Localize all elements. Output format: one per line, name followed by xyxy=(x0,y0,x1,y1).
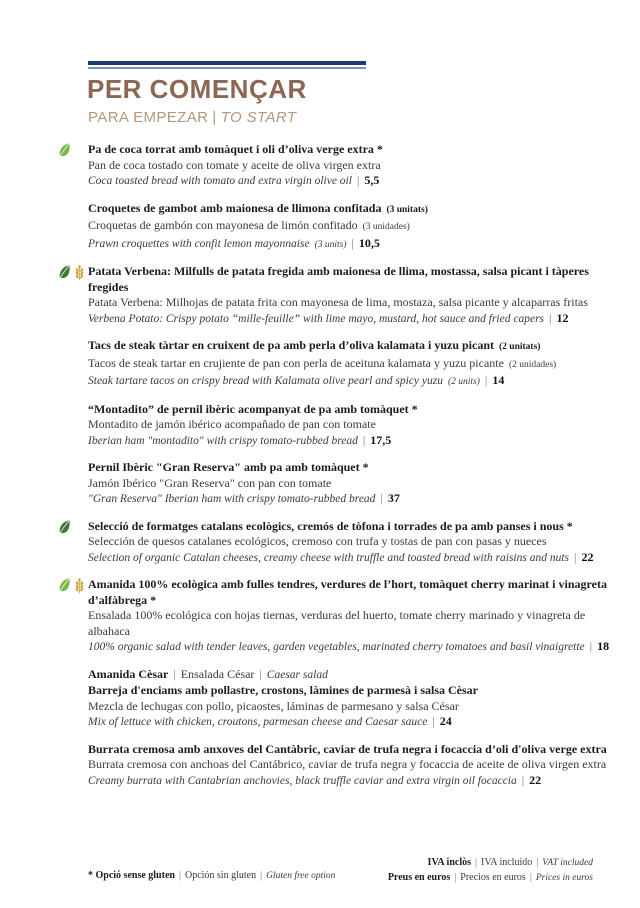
separator: | xyxy=(362,432,366,447)
item-price: 12 xyxy=(556,310,569,325)
item-line xyxy=(88,608,618,639)
item-text: Coca toasted bread with tomato and extra virgin olive oil xyxy=(88,175,352,187)
divider-thick-line xyxy=(88,61,366,65)
item-price: 22 xyxy=(581,549,594,564)
footer-text: IVA incluido xyxy=(481,857,533,868)
item-price: 10,5 xyxy=(358,235,380,250)
separator: | xyxy=(574,549,577,564)
separator: | xyxy=(536,857,539,868)
item-text: Burrata cremosa con anchoas del Cantábrico, caviar de trufa negra y focaccia de aceite de oliva virgen extra xyxy=(88,757,607,771)
separator: | xyxy=(259,666,262,681)
menu-item xyxy=(88,460,618,508)
separator: | xyxy=(589,639,593,653)
item-line xyxy=(88,373,618,391)
item-text: Pa de coca torrat amb tomàquet i oli d’oliva verge extra * xyxy=(88,142,383,156)
footer-text: Preus en euros xyxy=(387,871,451,883)
item-text: Patata Verbena: Milhojas de patata frita con mayonesa de lima, mostaza, salsa picante y alcaparras fritas xyxy=(88,295,588,309)
item-line xyxy=(88,742,618,758)
footer-text: Opción sin gluten xyxy=(184,870,257,881)
menu-item-list xyxy=(88,142,618,800)
wheat-icon xyxy=(74,578,85,594)
item-line xyxy=(88,667,618,684)
menu-item xyxy=(88,402,618,450)
item-line xyxy=(88,534,618,550)
separator: | xyxy=(356,173,360,187)
page-subtitle xyxy=(88,109,296,126)
separator: | xyxy=(173,666,176,681)
footer-text: IVA inclòs xyxy=(427,857,471,868)
menu-item xyxy=(88,519,618,567)
separator: | xyxy=(454,871,457,883)
item-line xyxy=(88,773,618,790)
item-text: Selection of organic Catalan cheeses, creamy cheese with truffle and toasted bread with raisins and nuts xyxy=(88,551,570,564)
item-text: Amanida 100% ecològica amb fulles tendres, verdures de l’hort, tomàquet cherry marinat i vinagreta d’alfàbrega * xyxy=(88,577,607,607)
footer-text: Precios en euros xyxy=(460,871,526,883)
dietary-icons xyxy=(57,265,85,281)
menu-item xyxy=(88,142,618,190)
item-text: "Gran Reserva" Iberian ham with crispy tomato-rubbed bread xyxy=(88,493,376,505)
item-text: Amanida Cèsar xyxy=(88,666,169,681)
item-line xyxy=(88,699,618,715)
item-line xyxy=(88,491,618,508)
item-text: (3 unidades) xyxy=(362,222,410,232)
menu-item xyxy=(88,264,618,327)
item-line xyxy=(88,577,618,608)
item-line xyxy=(88,218,618,236)
dietary-icons xyxy=(57,578,85,594)
item-text: Prawn croquettes with confit lemon mayonnaise xyxy=(88,237,310,250)
item-line xyxy=(88,173,618,190)
item-text: Pan de coca tostado con tomate y aceite de oliva virgen extra xyxy=(88,157,381,172)
item-text: Mix of lettuce with chicken, croutons, parmesan cheese and Caesar sauce xyxy=(88,716,428,728)
item-line xyxy=(88,295,618,311)
menu-item xyxy=(88,338,618,391)
item-price: 17,5 xyxy=(370,432,392,447)
footer-text: Prices in euros xyxy=(535,872,593,883)
item-line xyxy=(88,142,618,158)
item-line xyxy=(88,476,618,492)
item-text: Burrata cremosa amb anxoves del Cantàbric, caviar de trufa negra i focaccia d’oli d'oliva verge extra xyxy=(88,741,607,756)
item-text: Caesar salad xyxy=(266,668,328,681)
item-line xyxy=(88,550,618,567)
item-text: (3 unitats) xyxy=(386,204,428,215)
header-divider xyxy=(88,61,366,69)
item-text: Croquetes de gambot amb maionesa de llimona confitada xyxy=(88,200,382,215)
item-line xyxy=(88,714,618,731)
item-line xyxy=(88,236,618,254)
item-text: Selecció de formatges catalans ecològics, cremós de tòfona i torrades de pa amb panses i nous * xyxy=(88,518,573,533)
footer-text: * Opció sense gluten xyxy=(88,870,175,881)
item-price: 5,5 xyxy=(364,173,380,187)
item-line xyxy=(88,639,618,656)
separator: | xyxy=(432,714,435,728)
item-line xyxy=(88,757,618,773)
item-line xyxy=(88,402,618,418)
item-text: Ensalada 100% ecológica con hojas tiernas, verduras del huerto, tomate cherry marinado y vinagreta de albahaca xyxy=(88,608,586,638)
item-text: Selección de quesos catalanes ecológicos, cremoso con trufa y tostas de pan con pasas y nueces xyxy=(88,534,547,548)
item-text: Steak tartare tacos on crispy bread with Kalamata olive pearl and spicy yuzu xyxy=(88,375,443,387)
item-text: Patata Verbena: Milfulls de patata fregida amb maionesa de llima, mostassa, salsa picant i tàperes fregides xyxy=(88,264,589,294)
item-text: (2 unidades) xyxy=(508,359,557,370)
gluten-free-note xyxy=(88,869,335,884)
item-line xyxy=(88,338,618,356)
leaf-icon xyxy=(57,265,72,279)
item-text: Verbena Potato: Crispy potato “mille-feuille” with lime mayo, mustard, hot sauce and fried capers xyxy=(88,312,545,325)
item-text: “Montadito” de pernil ibèric acompanyat de pa amb tomàquet * xyxy=(88,401,418,416)
currency-note xyxy=(388,871,593,886)
item-text: Ensalada César xyxy=(180,666,255,681)
menu-item xyxy=(88,577,618,656)
item-line xyxy=(88,201,618,219)
footer-notes xyxy=(388,856,593,885)
item-text: Tacos de steak tartar en crujiente de pan con perla de aceituna kalamata y yuzu picante xyxy=(88,355,504,370)
item-text: Iberian ham "montadito" with crispy tomato-rubbed bread xyxy=(88,434,358,447)
leaf-icon xyxy=(57,143,72,157)
menu-item xyxy=(88,667,618,731)
separator: | xyxy=(380,491,383,505)
item-price: 22 xyxy=(529,772,542,787)
item-text: Mezcla de lechugas con pollo, picaostes, láminas de parmesano y salsa César xyxy=(88,698,459,713)
item-line xyxy=(88,683,618,699)
dietary-icons xyxy=(57,143,72,157)
item-text: (2 unitats) xyxy=(499,342,541,352)
separator: | xyxy=(351,235,354,250)
item-text: (2 units) xyxy=(447,377,480,387)
menu-item xyxy=(88,742,618,790)
footer-text: Gluten free option xyxy=(266,871,336,881)
item-text: (3 units) xyxy=(314,239,347,250)
item-line xyxy=(88,519,618,535)
item-text: 100% organic salad with tender leaves, garden vegetables, marinated cherry tomatoes and basil vinaigrette xyxy=(88,641,585,653)
divider-thin-line xyxy=(88,67,366,69)
item-line xyxy=(88,417,618,433)
separator: | xyxy=(549,310,552,325)
separator: | xyxy=(260,870,263,881)
separator: | xyxy=(529,871,532,883)
item-line xyxy=(88,433,618,450)
separator: | xyxy=(475,857,478,868)
item-text: Creamy burrata with Cantabrian anchovies, black truffle caviar and extra virgin oil focaccia xyxy=(88,774,517,787)
item-line xyxy=(88,264,618,295)
footer-text: VAT included xyxy=(542,858,593,868)
wheat-icon xyxy=(74,265,85,281)
item-text: Croquetas de gambón con mayonesa de limón confitado xyxy=(88,218,358,232)
item-text: Tacs de steak tàrtar en cruixent de pa amb perla d’oliva kalamata i yuzu picant xyxy=(88,338,495,352)
vat-note xyxy=(388,856,593,871)
leaf-icon xyxy=(57,520,72,534)
page-title: PER COMENÇAR xyxy=(87,74,307,104)
item-text: Jamón Ibérico "Gran Reserva" con pan con tomate xyxy=(88,475,332,490)
menu-item xyxy=(88,201,618,254)
subtitle-english: TO START xyxy=(220,109,297,126)
item-price: 14 xyxy=(492,373,505,387)
dietary-icons xyxy=(57,520,72,534)
separator: | xyxy=(521,772,525,787)
item-price: 37 xyxy=(387,491,400,505)
item-line xyxy=(88,311,618,328)
separator: | xyxy=(178,870,181,881)
item-price: 18 xyxy=(597,639,610,653)
item-text: Montadito de jamón ibérico acompañado de pan con tomate xyxy=(88,417,376,431)
item-text: Pernil Ibèric "Gran Reserva" amb pa amb tomàquet * xyxy=(88,460,369,474)
subtitle-spanish: PARA EMPEZAR xyxy=(88,109,209,126)
item-text: Barreja d'enciams amb pollastre, crostons, làmines de parmesà i salsa Cèsar xyxy=(88,683,478,697)
item-line xyxy=(88,356,618,374)
subtitle-separator: | xyxy=(212,109,217,126)
item-line xyxy=(88,158,618,174)
item-price: 24 xyxy=(439,714,452,728)
leaf-icon xyxy=(57,578,72,592)
item-line xyxy=(88,460,618,476)
separator: | xyxy=(484,373,488,387)
